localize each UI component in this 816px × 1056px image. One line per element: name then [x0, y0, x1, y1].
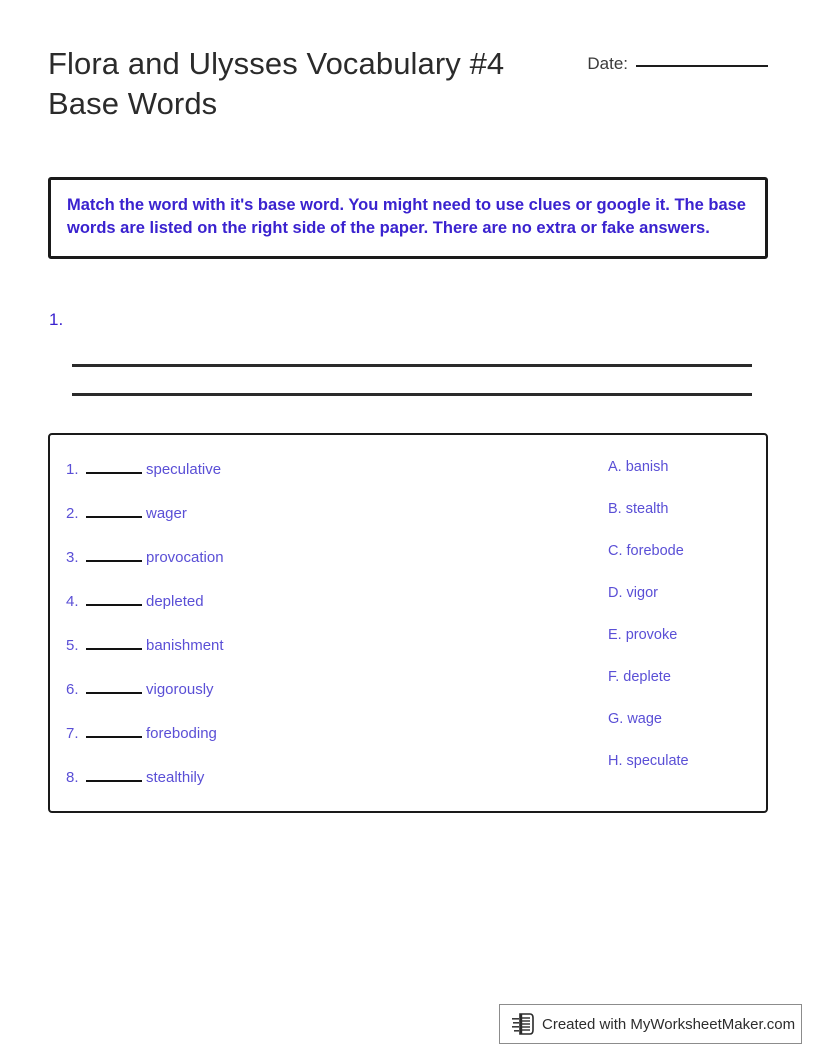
- match-item-word: provocation: [146, 549, 224, 566]
- writing-line-2[interactable]: [72, 393, 752, 396]
- match-item: [66, 589, 486, 633]
- instructions-box: [48, 177, 768, 259]
- match-item-word: speculative: [146, 461, 222, 478]
- matching-box: [48, 433, 768, 813]
- match-item-number: 8.: [66, 769, 79, 786]
- date-field: [587, 54, 768, 74]
- match-item-number: 4.: [66, 593, 79, 610]
- match-item-number: 5.: [66, 637, 79, 654]
- match-answer-blank[interactable]: [86, 501, 142, 518]
- match-item-word: banishment: [146, 637, 224, 654]
- match-item-number: 7.: [66, 725, 79, 742]
- match-item: [66, 501, 486, 545]
- match-item: [66, 457, 486, 501]
- prompt-number: 1.: [49, 310, 64, 329]
- match-answer-blank[interactable]: [86, 677, 142, 694]
- match-item-word: depleted: [146, 593, 204, 610]
- answer-option: D. vigor: [608, 585, 658, 601]
- page-title: Flora and Ulysses Vocabulary #4 Base Words: [48, 46, 505, 121]
- match-item: [66, 545, 486, 589]
- match-item-number: 1.: [66, 461, 79, 478]
- match-item: [66, 633, 486, 677]
- instructions-text: Match the word with it's base word. You might need to use clues or google it. The base words are listed on the right side of the paper. There are no extra or fake answers.: [67, 196, 746, 237]
- match-answer-blank[interactable]: [86, 457, 142, 474]
- matching-items-column: [66, 457, 486, 809]
- match-item-number: 6.: [66, 681, 79, 698]
- answer-option: E. provoke: [608, 627, 678, 643]
- answer-options-column: [608, 459, 748, 795]
- answer-option: C. forebode: [608, 543, 684, 559]
- match-item-word: foreboding: [146, 725, 217, 742]
- date-blank-line[interactable]: [636, 65, 768, 67]
- answer-option: H. speculate: [608, 753, 689, 769]
- match-item-word: wager: [146, 505, 187, 522]
- worksheet-maker-logo-icon: [512, 1012, 534, 1036]
- answer-option: G. wage: [608, 711, 662, 727]
- match-answer-blank[interactable]: [86, 721, 142, 738]
- match-item-number: 3.: [66, 549, 79, 566]
- match-answer-blank[interactable]: [86, 545, 142, 562]
- match-item: [66, 677, 486, 721]
- answer-option: A. banish: [608, 459, 669, 475]
- footer-badge[interactable]: [499, 1004, 802, 1044]
- match-answer-blank[interactable]: [86, 765, 142, 782]
- match-answer-blank[interactable]: [86, 633, 142, 650]
- match-item-number: 2.: [66, 505, 79, 522]
- worksheet-header: [48, 44, 768, 134]
- match-item: [66, 765, 486, 809]
- date-label: Date:: [587, 54, 628, 73]
- writing-line-1[interactable]: [72, 364, 752, 367]
- match-answer-blank[interactable]: [86, 589, 142, 606]
- match-item-word: stealthily: [146, 769, 205, 786]
- answer-option: F. deplete: [608, 669, 671, 685]
- match-item-word: vigorously: [146, 681, 214, 698]
- match-item: [66, 721, 486, 765]
- footer-text: Created with MyWorksheetMaker.com: [542, 1015, 796, 1033]
- answer-option: B. stealth: [608, 501, 669, 517]
